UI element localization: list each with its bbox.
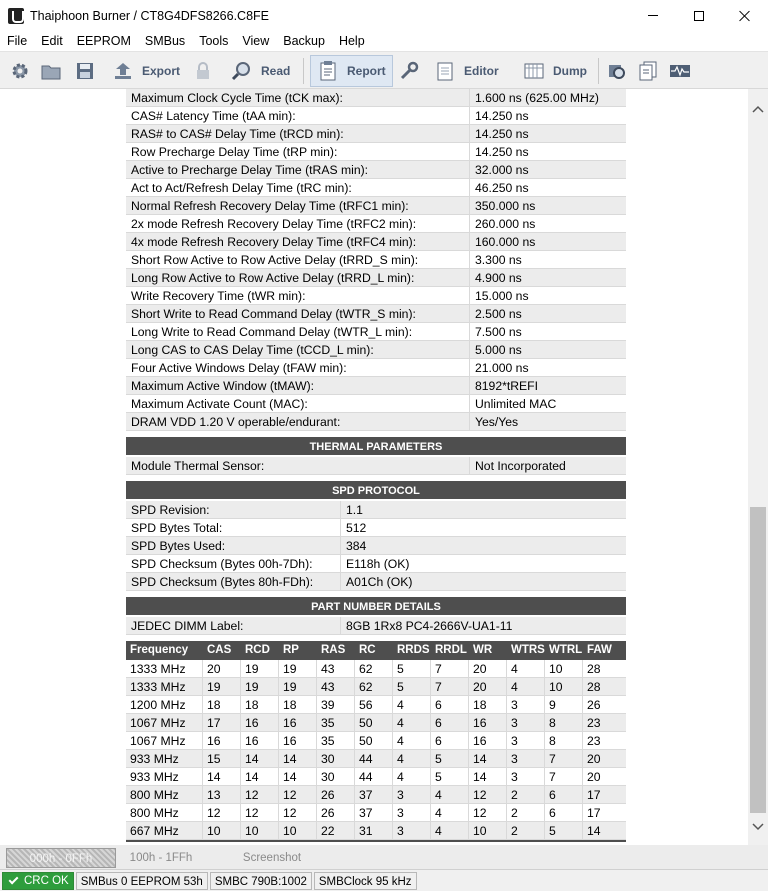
table-cell: 19 [241,678,279,696]
table-cell: 10 [203,822,241,840]
monitor-button[interactable] [669,55,691,87]
gear-icon [9,60,31,82]
menu-backup[interactable]: Backup [283,34,325,48]
table-cell: 2 [507,786,545,804]
part-section [126,617,626,635]
report-row [126,573,626,591]
column-header: RRDL [435,644,467,656]
table-cell: 8 [545,732,583,750]
row-value: 14.250 ns [475,108,529,123]
column-header: Frequency [130,644,189,656]
thermal-section-header: THERMAL PARAMETERS [126,437,626,457]
table-cell: 4 [393,732,431,750]
row-label: SPD Bytes Total: [126,519,341,537]
table-cell: 1333 MHz [126,678,203,696]
table-row [126,822,626,840]
close-button[interactable] [722,0,768,31]
table-cell: 2 [507,804,545,822]
row-value: 260.000 ns [475,216,536,231]
column-header: CAS [207,644,232,656]
table-cell: 17 [203,714,241,732]
report-row [126,323,626,341]
table-cell: 17 [587,787,601,802]
column-header: RCD [245,644,270,656]
save-button[interactable] [74,55,96,87]
column-header: WTRS [511,644,545,656]
table-cell: 6 [545,786,583,804]
vertical-scrollbar[interactable] [748,89,768,845]
table-cell: 3 [393,804,431,822]
table-cell: 26 [317,804,355,822]
table-cell: 43 [317,678,355,696]
row-value: 14.250 ns [475,144,529,159]
table-cell: 1333 MHz [126,660,203,678]
table-cell: 22 [317,822,355,840]
table-cell: 50 [355,714,393,732]
table-cell: 12 [279,804,317,822]
table-cell: 19 [279,678,317,696]
row-value: 160.000 ns [475,234,536,249]
minimize-button[interactable] [630,0,676,31]
table-cell: 7 [545,768,583,786]
table-cell: 20 [469,660,507,678]
report-row [126,457,626,475]
table-cell: 4 [431,786,469,804]
lock-icon [192,60,214,82]
table-cell: 43 [317,660,355,678]
export-icon [112,60,134,82]
row-label: Normal Refresh Recovery Delay Time (tRFC1 min): [126,197,470,215]
table-cell: 18 [279,696,317,714]
table-cell: 3 [507,714,545,732]
table-cell: 14 [279,768,317,786]
table-cell: 6 [431,714,469,732]
report-row [126,143,626,161]
report-view [0,89,748,845]
row-label: Module Thermal Sensor: [126,457,470,475]
table-row [126,696,626,714]
table-cell: 7 [431,660,469,678]
spd-section-header: SPD PROTOCOL [126,481,626,501]
table-cell: 933 MHz [126,768,203,786]
table-cell: 44 [355,750,393,768]
table-cell: 37 [355,786,393,804]
table-row [126,660,626,678]
table-cell: 16 [241,714,279,732]
table-cell: 4 [393,714,431,732]
table-cell: 6 [431,732,469,750]
table-cell: 1200 MHz [126,696,203,714]
table-cell: 12 [241,786,279,804]
dump-label: Dump [553,64,587,78]
table-cell: 4 [393,696,431,714]
table-row [126,804,626,822]
table-row [126,768,626,786]
table-cell: 4 [393,750,431,768]
row-label: SPD Revision: [126,501,341,519]
table-cell: 35 [317,714,355,732]
read-label: Read [261,64,291,78]
table-cell: 62 [355,660,393,678]
report-row [126,197,626,215]
folder-icon [40,60,62,82]
table-cell: 18 [469,696,507,714]
open-button[interactable] [40,55,62,87]
row-label: RAS# to CAS# Delay Time (tRCD min): [126,125,470,143]
tab-100h-1ffh[interactable]: 100h - 1FFh [129,852,193,864]
row-label: 2x mode Refresh Recovery Delay Time (tRFC2 min): [126,215,470,233]
menu-help[interactable]: Help [338,34,365,48]
toolbar-separator [303,58,304,84]
toolbar-separator [598,58,599,84]
title-bar [0,0,768,31]
table-cell: 7 [545,750,583,768]
report-row [126,161,626,179]
row-label: SPD Checksum (Bytes 00h-7Dh): [126,555,341,573]
table-cell: 12 [241,804,279,822]
row-label: Long CAS to CAS Delay Time (tCCD_L min): [126,341,470,359]
report-row [126,359,626,377]
row-label: SPD Checksum (Bytes 80h-FDh): [126,573,341,591]
wrench-icon [398,60,420,82]
part-section-header: PART NUMBER DETAILS [126,597,626,617]
row-label: CAS# Latency Time (tAA min): [126,107,470,125]
row-value: Not Incorporated [475,458,566,473]
table-cell: 26 [587,697,601,712]
row-value: 384 [346,538,367,553]
table-cell: 3 [393,822,431,840]
report-row [126,617,626,635]
column-header: WTRL [549,644,583,656]
table-cell: 10 [469,822,507,840]
table-cell: 26 [317,786,355,804]
table-cell: 6 [545,804,583,822]
row-value: 1.600 ns (625.00 MHz) [475,90,599,105]
row-value: 3.300 ns [475,252,522,267]
editor-label: Editor [464,64,499,78]
table-cell: 9 [545,696,583,714]
table-cell: 5 [431,768,469,786]
read-button[interactable] [231,55,290,87]
row-value: 1.1 [346,502,363,517]
table-cell: 39 [317,696,355,714]
crc-status-badge [2,872,74,890]
report-label: Report [347,64,386,78]
table-cell: 35 [317,732,355,750]
tools-button[interactable] [398,55,420,87]
table-cell: 667 MHz [126,822,203,840]
column-header: RC [359,644,376,656]
table-cell: 56 [355,696,393,714]
table-cell: 10 [545,660,583,678]
table-cell: 14 [203,768,241,786]
table-cell: 7 [431,678,469,696]
close-icon [739,10,751,22]
table-cell: 4 [393,768,431,786]
table-cell: 19 [241,660,279,678]
column-header: WR [473,644,493,656]
scroll-up-arrow[interactable] [748,99,768,119]
report-button[interactable] [310,55,393,87]
report-row [126,377,626,395]
toolbar [0,51,768,89]
table-row [126,678,626,696]
table-cell: 14 [241,768,279,786]
row-label: Short Write to Read Command Delay (tWTR_S min): [126,305,470,323]
row-label: Four Active Windows Delay (tFAW min): [126,359,470,377]
table-cell: 62 [355,678,393,696]
report-sheet [126,89,626,842]
menu-smbus[interactable]: SMBus [144,34,186,48]
table-cell: 31 [355,822,393,840]
row-value: 5.000 ns [475,342,522,357]
row-value: 512 [346,520,367,535]
waveform-icon [669,60,691,82]
row-value: 7.500 ns [475,324,522,339]
table-cell: 16 [469,714,507,732]
menu-edit[interactable]: Edit [41,34,63,48]
table-cell: 12 [469,804,507,822]
row-label: 4x mode Refresh Recovery Delay Time (tRFC4 min): [126,233,470,251]
table-cell: 12 [203,804,241,822]
table-cell: 5 [393,660,431,678]
settings-button[interactable] [9,55,31,87]
report-row [126,413,626,431]
smbclock-status: SMBClock 95 kHz [314,872,417,890]
table-cell: 12 [279,786,317,804]
table-cell: 20 [203,660,241,678]
table-cell: 37 [355,804,393,822]
table-cell: 10 [545,678,583,696]
minimize-icon [648,15,658,16]
table-cell: 14 [279,750,317,768]
maximize-icon [694,11,704,21]
row-label: Maximum Active Window (tMAW): [126,377,470,395]
row-value: 8GB 1Rx8 PC4-2666V-UA1-11 [346,618,513,633]
table-cell: 30 [317,768,355,786]
report-icon [317,60,339,82]
export-label: Export [142,64,181,78]
row-label: Short Row Active to Row Active Delay (tRRD_S min): [126,251,470,269]
row-value: E118h (OK) [346,556,410,571]
table-cell: 19 [279,660,317,678]
table-cell: 2 [507,822,545,840]
table-cell: 16 [469,732,507,750]
table-cell: 5 [431,750,469,768]
scroll-down-arrow[interactable] [748,817,768,837]
table-cell: 933 MHz [126,750,203,768]
report-row [126,107,626,125]
export-button[interactable] [112,55,180,87]
maximize-button[interactable] [676,0,722,31]
table-cell: 12 [469,786,507,804]
report-row [126,179,626,197]
report-row [126,251,626,269]
row-value: 46.250 ns [475,180,529,195]
row-label: Long Write to Read Command Delay (tWTR_L min): [126,323,470,341]
documents-icon [637,60,659,82]
inspect-button[interactable] [606,55,628,87]
column-header: RRDS [397,644,430,656]
report-row [126,537,626,555]
status-bar [0,869,768,891]
table-cell: 28 [587,661,601,676]
report-row [126,89,626,107]
table-cell: 14 [587,823,601,838]
report-row [126,305,626,323]
table-cell: 44 [355,768,393,786]
frequency-table [126,660,626,840]
editor-button[interactable] [434,55,499,87]
table-cell: 19 [203,678,241,696]
documents-button[interactable] [637,55,659,87]
crc-status-text: CRC OK [24,874,69,887]
table-cell: 4 [431,822,469,840]
scroll-thumb[interactable] [750,507,766,813]
table-cell: 1067 MHz [126,714,203,732]
table-cell: 15 [203,750,241,768]
table-cell: 13 [203,786,241,804]
column-header: FAW [587,644,612,656]
row-value: 32.000 ns [475,162,529,177]
table-row [126,786,626,804]
table-cell: 30 [317,750,355,768]
floppy-icon [74,60,96,82]
table-cell: 14 [241,750,279,768]
table-cell: 18 [241,696,279,714]
row-label: Row Precharge Delay Time (tRP min): [126,143,470,161]
view-tabs [0,845,768,869]
tab-screenshot[interactable]: Screenshot [242,852,302,864]
table-cell: 14 [469,768,507,786]
table-cell: 5 [393,678,431,696]
row-value: 14.250 ns [475,126,529,141]
report-row [126,341,626,359]
report-row [126,269,626,287]
table-cell: 16 [241,732,279,750]
report-row [126,555,626,573]
row-label: JEDEC DIMM Label: [126,617,341,635]
row-value: 15.000 ns [475,288,529,303]
table-cell: 16 [279,732,317,750]
table-cell: 3 [507,750,545,768]
table-row [126,732,626,750]
spd-section [126,501,626,591]
row-value: 2.500 ns [475,306,522,321]
table-cell: 3 [393,786,431,804]
report-row [126,233,626,251]
row-value: 4.900 ns [475,270,522,285]
table-cell: 6 [431,696,469,714]
smbc-status: SMBC 790B:1002 [210,872,312,890]
menu-view[interactable]: View [242,34,270,48]
tab-000h-0ffh[interactable]: 000h - 0FFh [6,848,116,868]
window-title: Thaiphoon Burner / CT8G4DFS8266.C8FE [30,8,270,23]
chip-magnifier-icon [606,60,628,82]
table-cell: 10 [241,822,279,840]
row-label: Maximum Clock Cycle Time (tCK max): [126,89,470,107]
lock-button[interactable] [192,55,214,87]
timings-section [126,89,626,431]
row-value: 8192*tREFI [475,378,539,393]
row-value: 350.000 ns [475,198,536,213]
row-value: Yes/Yes [475,414,519,429]
table-cell: 4 [507,660,545,678]
row-label: Maximum Activate Count (MAC): [126,395,470,413]
row-label: SPD Bytes Used: [126,537,341,555]
table-cell: 8 [545,714,583,732]
menu-eeprom[interactable]: EEPROM [76,34,131,48]
row-label: Active to Precharge Delay Time (tRAS min): [126,161,470,179]
column-header: RP [283,644,299,656]
table-cell: 4 [431,804,469,822]
table-cell: 3 [507,768,545,786]
thermal-section [126,457,626,475]
table-cell: 800 MHz [126,786,203,804]
smbus-status: SMBus 0 EEPROM 53h [76,872,208,890]
row-label: Write Recovery Time (tWR min): [126,287,470,305]
menu-tools[interactable]: Tools [199,34,229,48]
table-cell: 17 [587,805,601,820]
row-value: A01Ch (OK) [346,574,413,589]
report-row [126,125,626,143]
table-cell: 20 [469,678,507,696]
table-cell: 10 [279,822,317,840]
report-row [126,501,626,519]
dump-icon [523,60,545,82]
table-cell: 20 [587,769,601,784]
table-cell: 20 [587,751,601,766]
frequency-table-header [126,641,626,660]
table-cell: 23 [587,715,601,730]
table-cell: 3 [507,732,545,750]
row-label: Act to Act/Refresh Delay Time (tRC min): [126,179,470,197]
magnifier-icon [231,60,253,82]
app-icon [8,8,24,24]
row-label: DRAM VDD 1.20 V operable/endurant: [126,413,470,431]
table-cell: 16 [203,732,241,750]
table-cell: 4 [507,678,545,696]
row-label: Long Row Active to Row Active Delay (tRRD_L min): [126,269,470,287]
table-cell: 23 [587,733,601,748]
table-cell: 5 [545,822,583,840]
table-cell: 16 [279,714,317,732]
table-cell: 800 MHz [126,804,203,822]
report-row [126,395,626,413]
report-row [126,215,626,233]
row-value: 21.000 ns [475,360,529,375]
report-row [126,519,626,537]
table-cell: 14 [469,750,507,768]
menu-bar [0,31,768,51]
report-row [126,287,626,305]
table-cell: 18 [203,696,241,714]
table-cell: 3 [507,696,545,714]
table-cell: 50 [355,732,393,750]
row-value: Unlimited MAC [475,396,557,411]
table-cell: 28 [587,679,601,694]
table-bottom-rule [126,840,626,842]
dump-button[interactable] [523,55,587,87]
checkmark-icon [9,874,19,884]
menu-file[interactable]: File [7,34,28,48]
table-row [126,714,626,732]
table-row [126,750,626,768]
editor-icon [434,60,456,82]
column-header: RAS [321,644,346,656]
table-cell: 1067 MHz [126,732,203,750]
